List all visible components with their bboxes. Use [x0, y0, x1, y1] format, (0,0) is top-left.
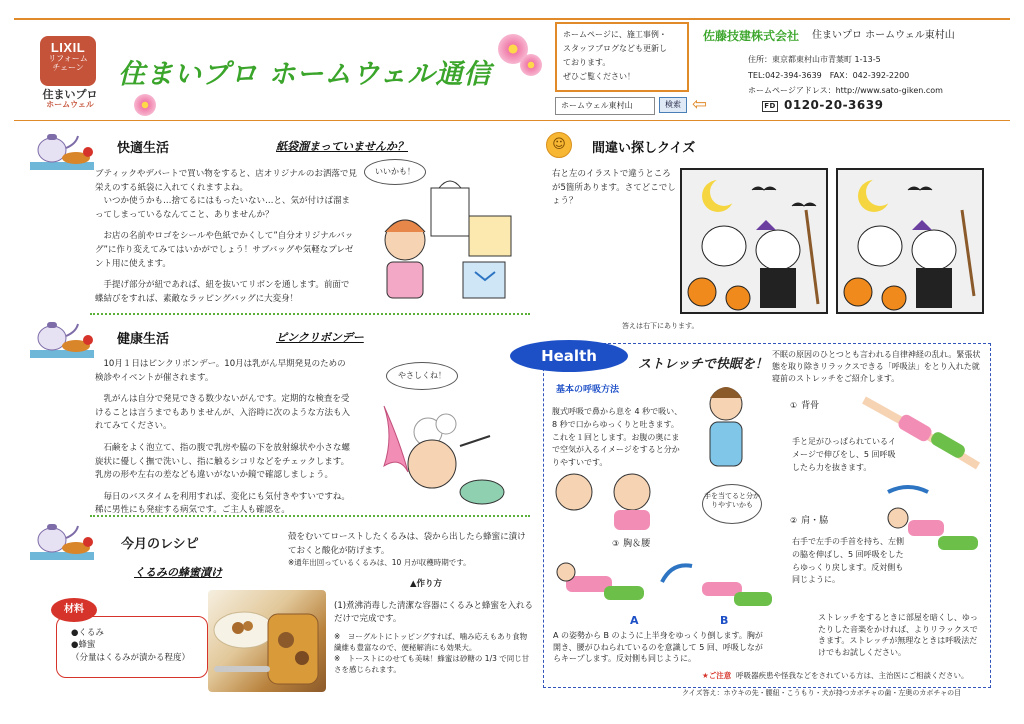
shoulder-number: ② — [790, 516, 798, 525]
section-divider — [90, 313, 530, 315]
stretch-intro: 不眠の原因のひとつとも言われる自律神経の乱れ。緊張状態を取り除きリラックスできる「呼吸法」をとり入れた就寝前のストレッチをご紹介します。 — [772, 350, 981, 383]
company-branch: 住まいプロ ホームウェル東村山 — [812, 30, 955, 41]
logo-sub: ホームウェル — [46, 100, 94, 109]
lixil-logo: LIXIL リフォーム チェーン — [40, 36, 96, 86]
comfort-subtitle: 紙袋溜まっていませんか？ — [276, 140, 408, 153]
tel-fax: TEL:042-394-3639 FAX：042-392-2200 — [748, 70, 910, 80]
recipe-intro: 殻をむいてローストしたくるみは、袋から出したら蜂蜜に漬けておくと酸化が防げます。 — [288, 532, 526, 556]
free-dial-icon: FD — [762, 101, 778, 112]
free-dial — [762, 97, 883, 113]
smiley-icon: ☺ — [546, 132, 572, 158]
chest-number: ③ — [612, 539, 620, 548]
health-badge: Health — [510, 340, 628, 372]
section-divider — [90, 515, 530, 517]
flower-icon — [134, 94, 156, 116]
recipe-notes — [334, 632, 534, 676]
breathing-text: 腹式呼吸で鼻から息を 4 秒で吸い、8 秒で口からゆっくりと吐きます。これを１回とします。お腹の奥にまで空気が入るイメージをすると分かりやすいです。 — [552, 407, 683, 468]
shoulder-text: 右手で左手の手首を持ち、左側の脇を伸ばし、5 回呼吸をしたらゆっくり戻します。反対側も同じように。 — [792, 537, 904, 585]
breathing-title: 基本の呼吸方法 — [556, 385, 620, 395]
comfort-category: 快適生活 — [117, 141, 170, 156]
quiz-image-right — [836, 168, 984, 314]
chest-text: A の姿勢から B のように上半身をゆっくり倒します。胸が開き、腰がひねられているのを意識して 5 回、呼吸しながらキープします。反対側も同じように。 — [553, 631, 763, 664]
quiz-image-left — [680, 168, 828, 314]
chest-label — [612, 538, 650, 551]
teapot-icon — [30, 516, 94, 562]
header-bottom-rule — [14, 120, 1010, 121]
health-category: 健康生活 — [117, 332, 170, 347]
header-top-rule — [14, 18, 1010, 20]
search-input[interactable]: ホームウェル東村山 — [555, 97, 655, 115]
materials-badge: 材料 — [51, 598, 97, 622]
honey-walnut-photo — [208, 590, 326, 692]
recipe-intro-note: ※通年出回っているくるみは、10 月が収穫時期です。 — [288, 558, 471, 567]
search-button[interactable]: 検索 — [659, 97, 687, 113]
hand-speech-bubble: 手を当てると分かりやすいかも — [702, 484, 762, 524]
pose-b-label: B — [720, 614, 729, 627]
caution-note — [702, 671, 969, 681]
caution-text: 呼吸器疾患や怪我などをされている方は、主治医にご相談ください。 — [736, 671, 969, 680]
free-dial-number: 0120-20-3639 — [784, 98, 884, 112]
comfort-speech-bubble: いいかも！ — [364, 159, 426, 185]
quiz-text: 右と左のイラストで違うところが5箇所あります。さてどこでしょう？ — [552, 169, 676, 207]
quiz-title: 間違い探しクイズ — [592, 141, 696, 156]
back-label — [790, 400, 819, 413]
stretch-title: ストレッチで快眠を！ — [638, 357, 768, 372]
health-speech-bubble: やさしくね！ — [386, 362, 458, 390]
material-item: ●くるみ — [71, 628, 104, 638]
bathing-illustration — [370, 396, 510, 508]
chest-stretch-illustration — [552, 552, 776, 622]
material-item: （分量はくるみが漬かる程度） — [71, 652, 191, 663]
back-number: ① — [790, 401, 798, 410]
logo-name: 住まいプロ — [42, 88, 98, 101]
comfort-body: ブティックやデパートで買い物をすると、店オリジナルのお洒落で見栄えのする紙袋に入れてくれますよね。 いつか使うかも…捨てるにはもったいない…と、気が付けば溜まってしまっているなんてこと、ありませんか？ お店の名前やロゴをシールや色紙でかくして”自分オリジナルバッグ”に作り変えてみてはいかがでしょう！サブバッグや気軽なプレゼント用に使えます。 手提げ部分が紐であれば、紐を抜いてリボンを通します。前面で蝶結びをすれば、素敵なラッピングバッグに大変身！ — [95, 169, 357, 304]
quiz-answer-note: 答えは右下にあります。 — [622, 322, 699, 330]
shoulder-label-text: 肩・脇 — [801, 516, 829, 526]
breathing-woman-illustration — [690, 380, 764, 480]
back-label-text: 背骨 — [801, 401, 820, 411]
paper-bag-illustration — [365, 180, 525, 310]
company-contact — [748, 52, 943, 99]
recipe-note: ※ ヨーグルトにトッピングすれば、噛み応えもあり食物繊維も豊富なので、便秘解消にも効果大。 — [334, 632, 528, 652]
recipe-step-1: (1)煮沸消毒した清潔な容器にくるみと蜂蜜を入れるだけで完成です。 — [334, 601, 534, 624]
quiz-answer: クイズ答え：ホウキの先・腰紐・こうもり・犬が持つカボチャの歯・左奥のカボチャの目 — [682, 689, 962, 697]
caution-label: ★ご注意 — [702, 671, 732, 680]
homepage-notice: ホームページに、施工事例・ スタッフブログなども更新し ております。 ぜひご覧ください！ — [555, 22, 689, 92]
teapot-icon — [30, 314, 94, 360]
shoulder-label — [790, 515, 828, 528]
recipe-note: ※ トーストにのせても美味！蜂蜜は砂糖の 1/3 で同じ甘さを感じられます。 — [334, 653, 530, 674]
teapot-icon — [30, 126, 94, 172]
method-title: ▲作り方 — [410, 579, 443, 589]
materials-box — [56, 616, 208, 678]
health-subtitle: ピンクリボンデー — [276, 331, 364, 344]
breathing-face-illustration — [550, 462, 660, 532]
chest-label-text: 胸＆腰 — [623, 539, 651, 549]
recipe-subtitle: くるみの蜂蜜漬け — [134, 566, 222, 579]
stretch-closing: ストレッチをするときに部屋を暗くし、ゆったりした音楽をかければ、よりリラックスできます。ストレッチが無理なときは呼吸法だけでもお試しください。 — [818, 613, 978, 657]
homepage-url[interactable]: ホームページアドレス：http://www.sato-giken.com — [748, 86, 943, 96]
shoulder-stretch-illustration — [868, 478, 986, 578]
pointer-arrow-icon: ⇦ — [692, 94, 708, 115]
address: 住所：東京都東村山市青葉町 1-13-5 — [748, 55, 881, 64]
material-item: ●蜂蜜 — [71, 640, 96, 651]
health-body: 10月１日はピンクリボンデー。10月は乳がん早期発見のための検診やイベントが催されます。 乳がんは自分で発見できる数少ないがんです。定期的な検査を受けることは言うまでもありませんが、入浴時に次のような方法も入れてみてください。 石鹸をよく泡立て、指の腹で乳房や脇の下を放射線状や小さな螺旋状に優しく撫で洗いし、指に触るシコリなどをチェックします。乳房の形や左右の差なども違いがないか鏡で確認しましょう。 毎日のバスタイムを利用すれば、変化にも気付きやすいですね。稀に男性にも発症する病気です。ご主人も確認を。 — [95, 359, 351, 516]
back-text: 手と足がひっぱられているイメージで伸びをし、5 回呼吸したら力を抜きます。 — [792, 437, 896, 472]
newsletter-title: 住まいプロ ホームウェル通信 — [118, 59, 492, 90]
recipe-category: 今月のレシピ — [121, 537, 199, 552]
back-stretch-illustration — [858, 390, 988, 476]
company-name: 佐藤技建株式会社 — [703, 29, 800, 43]
pose-a-label: A — [630, 614, 639, 627]
flower-icon — [520, 54, 542, 76]
